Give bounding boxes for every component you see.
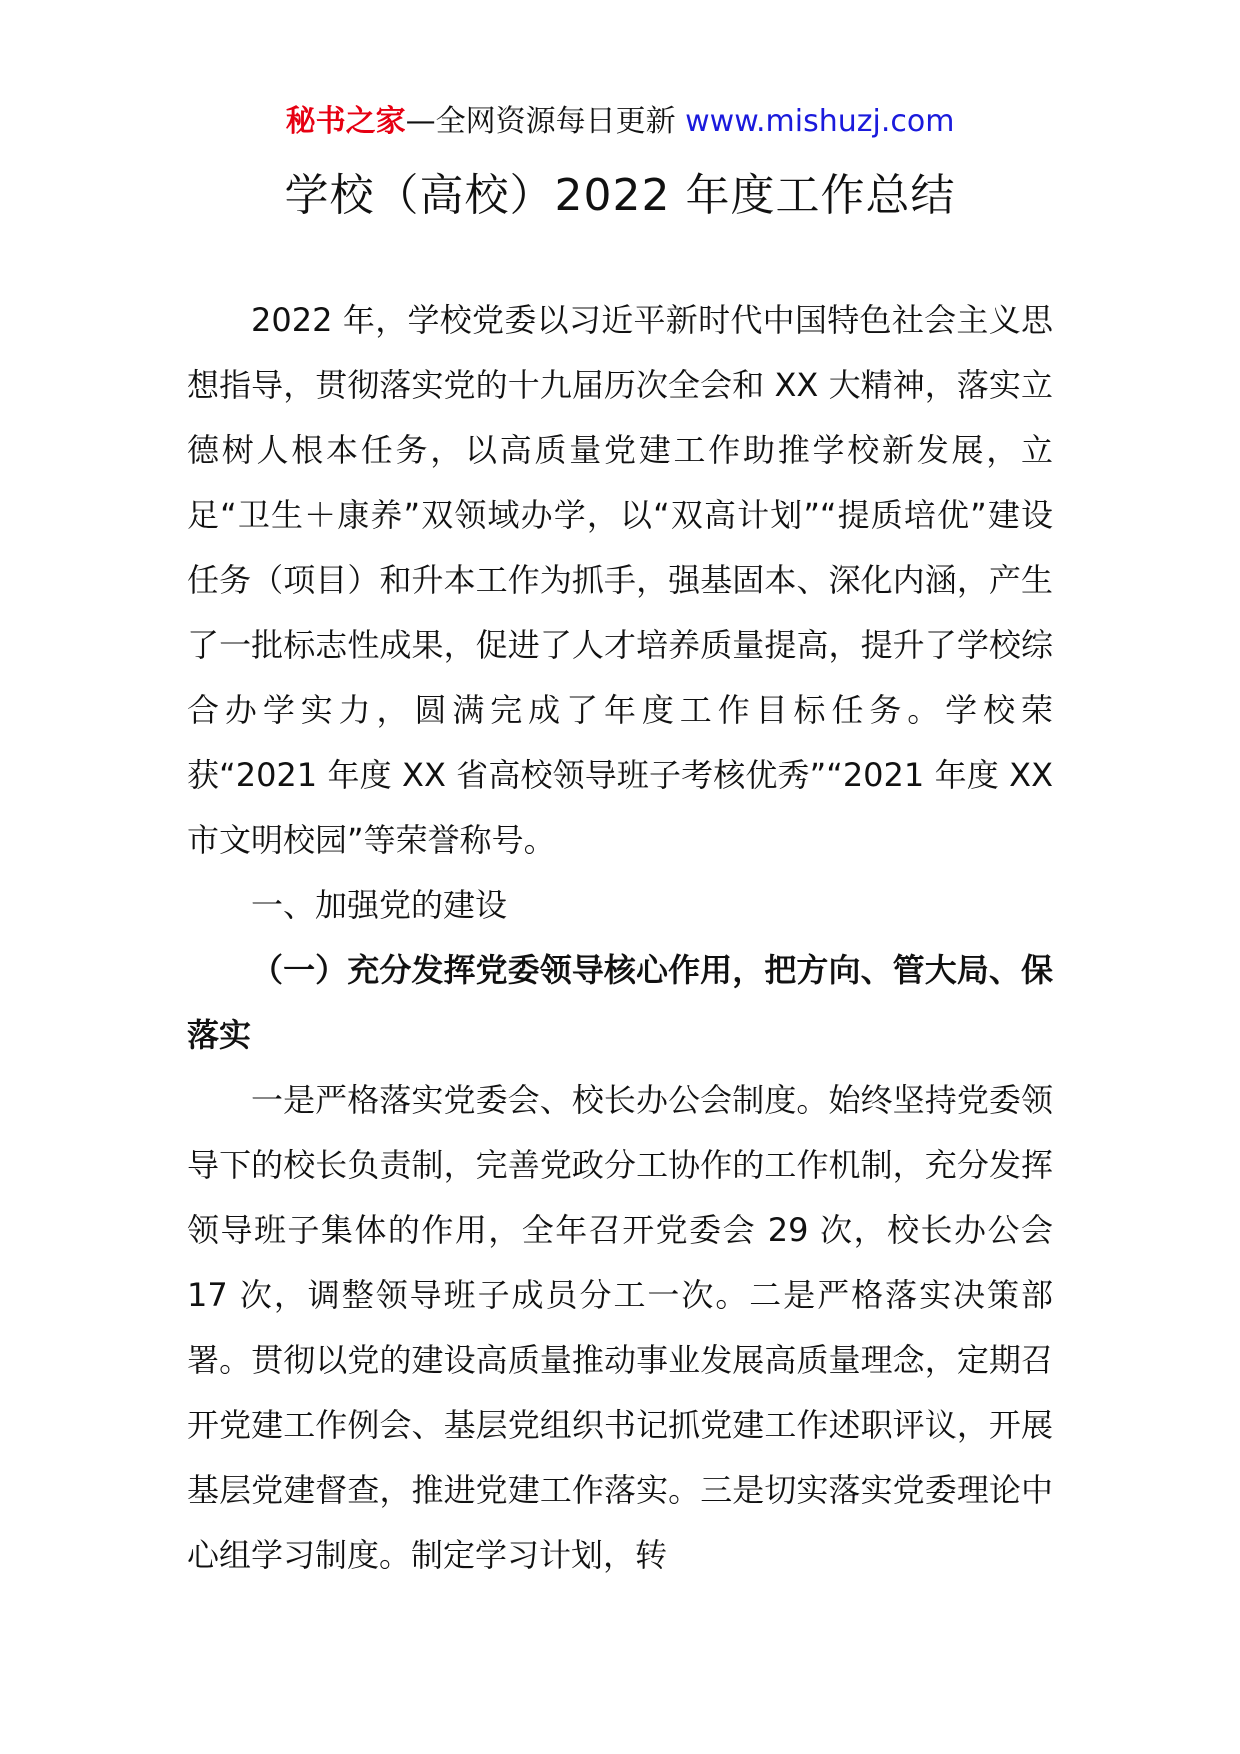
subsection-paragraph: 一是严格落实党委会、校长办公会制度。始终坚持党委领导下的校长负责制，完善党政分工协作的工作机制，充分发挥领导班子集体的作用，全年召开党委会 29 次，校长办公会 17 次，调整领导班子成员分工一次。二是严格落实决策部署。贯彻以党的建设高质量推动事业发展高质量理念，定期召开党建工作例会、基层党组织书记抓党建工作述职评议，开展基层党建督查，推进党建工作落实。三是切实落实党委理论中心组学习制度。制定学习计划，转	[187, 1081, 1053, 1574]
section-heading: 一、加强党的建设	[251, 886, 508, 924]
document-body	[187, 288, 1053, 1588]
document-title: 学校（高校）2022 年度工作总结	[284, 170, 956, 221]
site-url-link[interactable]: www.mishuzj.com	[685, 104, 955, 139]
site-brand: 秘书之家	[285, 104, 406, 139]
subsection-heading: （一）充分发挥党委领导核心作用，把方向、管大局、保落实	[187, 951, 1053, 1054]
site-header	[0, 100, 1240, 144]
site-tagline: —全网资源每日更新	[405, 104, 676, 139]
intro-paragraph: 2022 年，学校党委以习近平新时代中国特色社会主义思想指导，贯彻落实党的十九届历次全会和 XX 大精神，落实立德树人根本任务，以高质量党建工作助推学校新发展，立足“卫生＋康养”双领域办学，以“双高计划”“提质培优”建设任务（项目）和升本工作为抓手，强基固本、深化内涵，产生了一批标志性成果，促进了人才培养质量提高，提升了学校综合办学实力，圆满完成了年度工作目标任务。学校荣获“2021 年度 XX 省高校领导班子考核优秀”“2021 年度 XX 市文明校园”等荣誉称号。	[187, 301, 1053, 859]
